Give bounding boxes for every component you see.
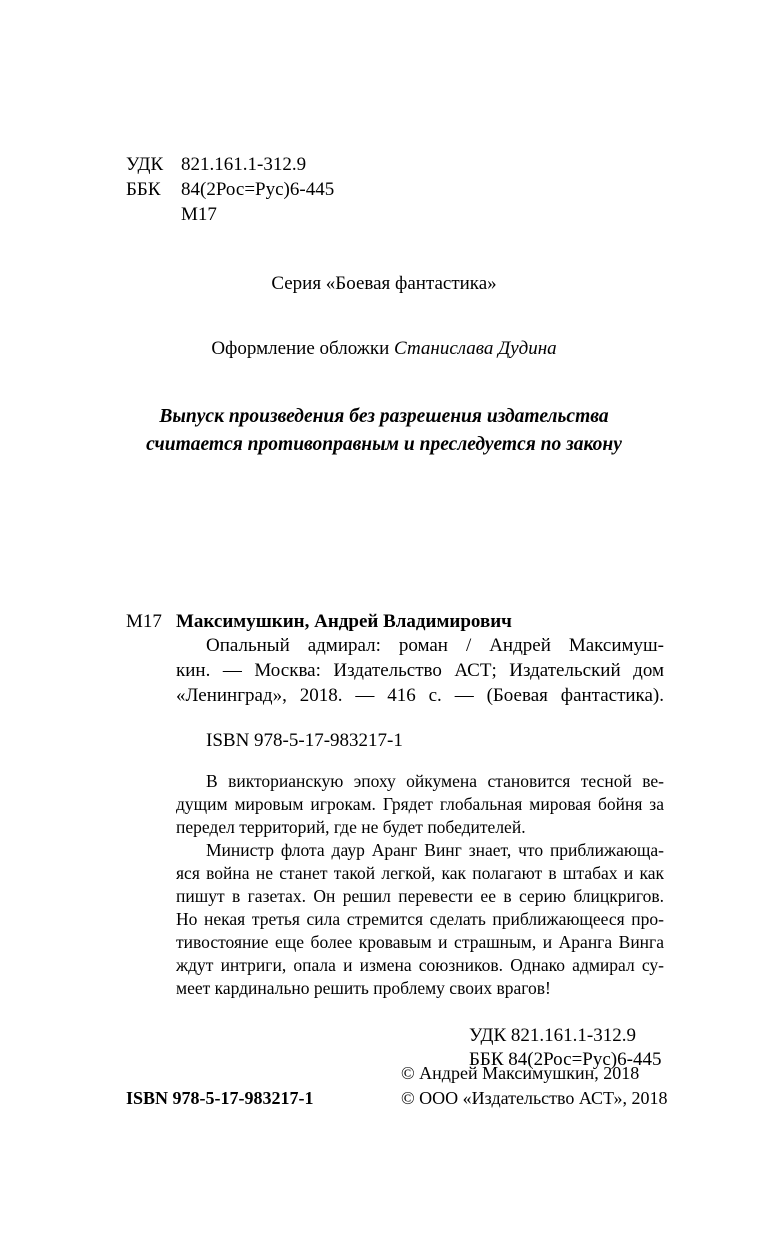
udk-value: 821.161.1-312.9 xyxy=(181,154,307,175)
cover-design-prefix: Оформление обложки xyxy=(211,338,390,359)
catalog-author: Максимушкин, Андрей Владимирович xyxy=(176,611,512,632)
annotation-line-2: дущим мировым игрокам. Грядет глобальная мировая бойня за xyxy=(176,794,664,814)
annotation-line-7: Но некая третья сила стремится сделать приближающееся про- xyxy=(176,909,664,929)
annotation-line-8: тивостояние еще более кровавым и страшным, и Аранга Винга xyxy=(176,932,664,952)
catalog-desc-line-3: «Ленинград», 2018. — 416 с. — (Боевая фантастика). xyxy=(176,685,664,706)
cover-designer-name: Станислава Дудина xyxy=(394,338,557,359)
annotation-line-3: передел территорий, где не будет победителей. xyxy=(176,817,526,837)
udk-label: УДК xyxy=(126,154,164,175)
catalog-isbn: ISBN 978-5-17-983217-1 xyxy=(206,730,403,751)
annotation-line-10: меет кардинально решить проблему своих врагов! xyxy=(176,978,551,998)
author-mark: М17 xyxy=(181,204,217,225)
udk-code-row xyxy=(126,152,306,177)
bbk-value: 84(2Рос=Рус)6-445 xyxy=(181,179,335,200)
warning-line-2: считается противоправным и преследуется по закону xyxy=(146,434,622,455)
annotation-line-9: ждут интриги, опала и измена союзников. Однако адмирал су- xyxy=(176,955,664,975)
footer-bbk: ББК 84(2Рос=Рус)6-445 xyxy=(469,1049,662,1070)
bbk-label: ББК xyxy=(126,179,161,200)
catalog-desc-line-2: кин. — Москва: Издательство АСТ; Издательский дом xyxy=(176,660,664,681)
series-line: Серия «Боевая фантастика» xyxy=(271,273,497,294)
copyright-publisher: © ООО «Издательство АСТ», 2018 xyxy=(401,1088,668,1108)
footer-udk: УДК 821.161.1-312.9 xyxy=(469,1025,636,1046)
annotation-line-4: Министр флота даур Аранг Винг знает, что приближающа- xyxy=(206,840,664,860)
copyright-author: © Андрей Максимушкин, 2018 xyxy=(401,1063,640,1083)
catalog-mark: М17 xyxy=(126,611,162,632)
warning-line-1: Выпуск произведения без разрешения издательства xyxy=(159,406,609,427)
cover-design-line xyxy=(0,337,768,361)
annotation-line-5: яся война не станет такой легкой, как полагают в штабах и как xyxy=(176,863,664,883)
annotation-line-6: пишут в газетах. Он решил перевести ее в серию блицкригов. xyxy=(176,886,664,906)
catalog-desc-line-1: Опальный адмирал: роман / Андрей Максимуш- xyxy=(206,635,664,656)
annotation-line-1: В викторианскую эпоху ойкумена становится тесной ве- xyxy=(206,771,664,791)
bottom-isbn: ISBN 978-5-17-983217-1 xyxy=(126,1088,314,1108)
bbk-code-row xyxy=(126,177,334,202)
copyright-warning xyxy=(0,403,768,459)
